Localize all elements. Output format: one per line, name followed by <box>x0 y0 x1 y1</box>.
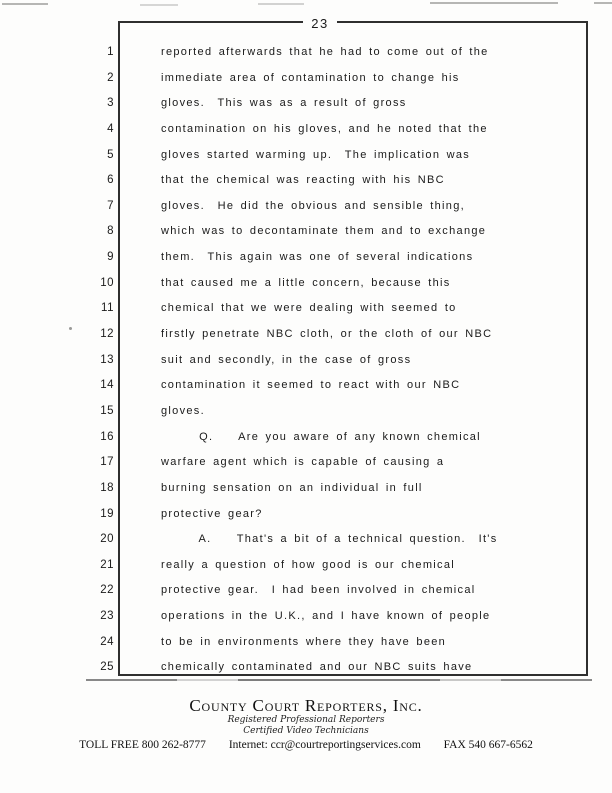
line-number: 23 <box>100 610 114 623</box>
transcript-line-row <box>0 609 612 635</box>
line-text: that caused me a little concern, because this <box>161 276 451 289</box>
scan-artifact <box>594 2 612 4</box>
line-text: that the chemical was reacting with his NBC <box>161 174 445 187</box>
line-text: to be in environments where they have been <box>161 635 447 648</box>
line-text: chemical that we were dealing with seemed to <box>161 302 457 315</box>
transcript-line-row <box>0 71 612 97</box>
line-number: 12 <box>100 328 114 341</box>
transcript-line-row <box>0 276 612 302</box>
transcript-line-row <box>0 250 612 276</box>
line-number: 19 <box>100 507 114 520</box>
line-text: operations in the U.K., and I have known of people <box>161 610 491 623</box>
line-number: 18 <box>100 481 114 494</box>
company-tagline-registered: Registered Professional Reporters <box>227 715 385 725</box>
line-text: burning sensation on an individual in full <box>161 481 423 494</box>
transcript-lines <box>0 45 612 686</box>
transcript-line-row <box>0 327 612 353</box>
transcript-line-row <box>0 660 612 686</box>
transcript-line-row <box>0 353 612 379</box>
transcript-line-row <box>0 507 612 533</box>
page-number-container <box>0 15 612 33</box>
line-text: protective gear? <box>161 507 263 520</box>
line-number: 20 <box>100 533 114 546</box>
line-number: 21 <box>100 558 114 571</box>
transcript-line-row <box>0 558 612 584</box>
line-text: warfare agent which is capable of causing a <box>161 456 445 469</box>
transcript-line-row <box>0 481 612 507</box>
line-number: 2 <box>107 71 114 84</box>
scan-artifact <box>430 2 558 4</box>
line-text: gloves. This was as a result of gross <box>161 97 407 110</box>
transcript-line-row <box>0 430 612 456</box>
line-text: which was to decontaminate them and to exchange <box>161 225 487 238</box>
line-text: A. That's a bit of a technical question. It's <box>161 533 498 546</box>
line-text: immediate area of contamination to change his <box>161 71 460 84</box>
line-number: 14 <box>100 379 114 392</box>
transcript-line-row <box>0 378 612 404</box>
line-text: contamination it seemed to react with our NBC <box>161 379 461 392</box>
line-number: 4 <box>107 122 114 135</box>
line-text: protective gear. I had been involved in chemical <box>161 584 476 597</box>
transcript-line-row <box>0 173 612 199</box>
line-number: 16 <box>100 430 114 443</box>
line-text: gloves. He did the obvious and sensible thing, <box>161 199 465 212</box>
line-number: 17 <box>100 456 114 469</box>
line-number: 22 <box>100 584 114 597</box>
footer <box>0 697 612 752</box>
line-number: 13 <box>100 353 114 366</box>
line-number: 9 <box>107 251 114 264</box>
company-tagline-certified: Certified Video Technicians <box>243 725 369 736</box>
scan-artifact <box>258 3 304 5</box>
line-number: 6 <box>107 174 114 187</box>
scan-artifact <box>140 4 178 6</box>
line-number: 1 <box>107 46 114 58</box>
transcript-line-row <box>0 122 612 148</box>
internet-address: Internet: ccr@courtreportingservices.com <box>228 739 421 751</box>
company-name: County Court Reporters, Inc. <box>189 696 423 715</box>
transcript-line-row <box>0 404 612 430</box>
transcript-line-row <box>0 301 612 327</box>
transcript-line-row <box>0 583 612 609</box>
fax-number: FAX 540 667-6562 <box>443 739 533 751</box>
scan-artifact <box>2 3 48 5</box>
line-number: 11 <box>101 302 114 315</box>
line-text: reported afterwards that he had to come out of the <box>161 46 489 58</box>
transcript-line-row <box>0 45 612 71</box>
line-number: 10 <box>100 276 114 289</box>
contact-line <box>0 739 612 752</box>
transcript-line-row <box>0 532 612 558</box>
line-text: suit and secondly, in the case of gross <box>161 353 412 366</box>
line-number: 3 <box>107 97 114 110</box>
transcript-line-row <box>0 96 612 122</box>
line-number: 25 <box>100 661 114 674</box>
transcript-line-row <box>0 148 612 174</box>
line-text: gloves. <box>161 404 205 417</box>
line-text: gloves started warming up. The implication was <box>161 148 471 161</box>
line-number: 15 <box>100 404 114 417</box>
toll-free-number: TOLL FREE 800 262-8777 <box>79 739 206 751</box>
page-number: 23 <box>303 16 336 31</box>
line-text: them. This again was one of several indications <box>161 251 474 264</box>
line-text: firstly penetrate NBC cloth, or the cloth of our NBC <box>161 328 493 341</box>
line-text: Q. Are you aware of any known chemical <box>161 430 481 443</box>
line-number: 5 <box>107 148 114 161</box>
line-number: 24 <box>100 635 114 648</box>
line-text: really a question of how good is our chemical <box>161 558 456 571</box>
transcript-line-row <box>0 199 612 225</box>
transcript-line-row <box>0 224 612 250</box>
line-text: chemically contaminated and our NBC suits have <box>161 661 473 674</box>
transcript-line-row <box>0 635 612 661</box>
line-number: 8 <box>107 225 114 238</box>
line-text: contamination on his gloves, and he noted that the <box>161 122 488 135</box>
line-number: 7 <box>107 199 114 212</box>
transcript-line-row <box>0 455 612 481</box>
